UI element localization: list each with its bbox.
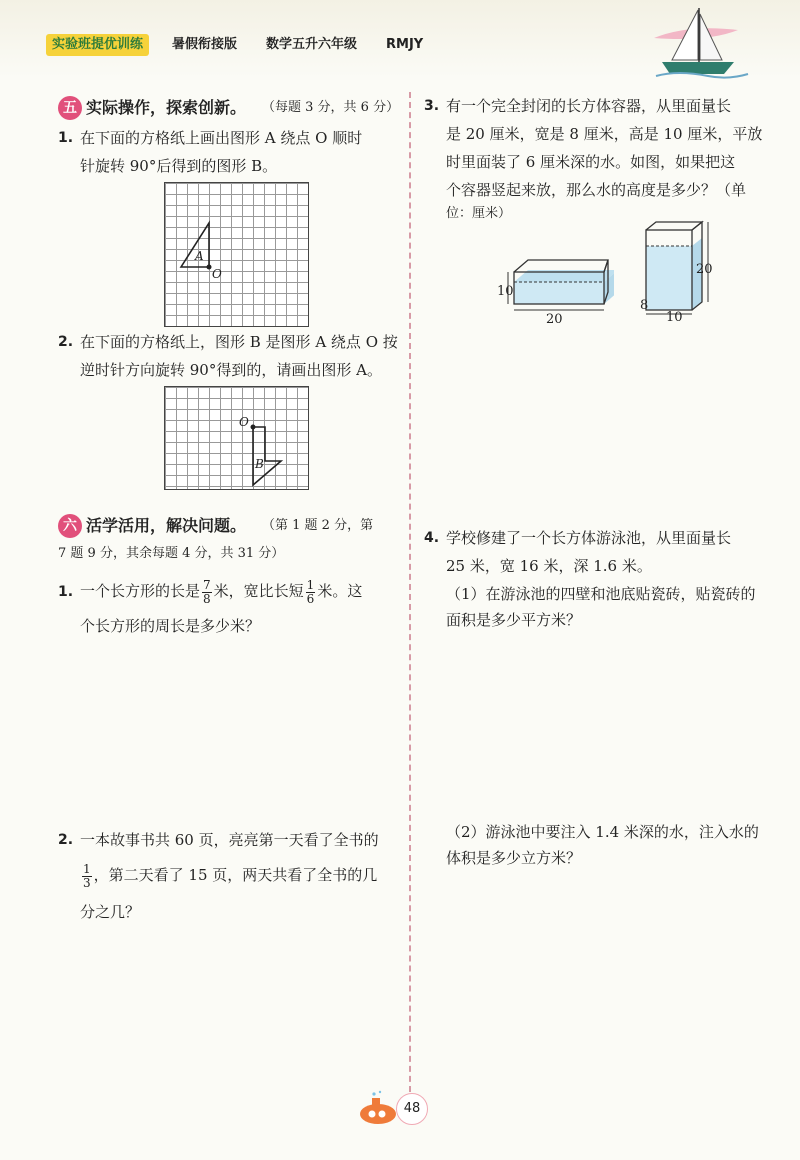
label-O: O xyxy=(239,415,249,429)
shape-B-figure xyxy=(165,387,308,489)
question-text-line: 逆时针方向旋转 90°得到的，请画出图形 A。 xyxy=(80,361,382,379)
text-segment: ，第二天看了 15 页，两天共看了全书的几 xyxy=(93,866,378,884)
question-text-line: 针旋转 90°后得到的图形 B。 xyxy=(80,157,278,175)
water-fill xyxy=(514,282,604,304)
section-badge-6: 六 xyxy=(58,514,82,538)
section-title-5: 实际操作，探索创新。 xyxy=(86,98,247,117)
question-text-line: 有一个完全封闭的长方体容器，从里面量长 xyxy=(446,97,732,115)
question-text-line: 25 米，宽 16 米，深 1.6 米。 xyxy=(446,557,652,575)
box2-width-label: 8 xyxy=(640,298,649,313)
question-text-line: 时里面装了 6 厘米深的水。如图，如果把这 xyxy=(446,153,736,171)
fraction-7-8: $\frac{7}{8}$ xyxy=(203,577,211,606)
question-number: 4. xyxy=(424,530,440,546)
subject-label: 数学五升六年级 xyxy=(266,37,358,52)
text-segment: 一个长方形的长是 xyxy=(80,582,201,600)
section-badge-5: 五 xyxy=(58,96,82,120)
question-text-line xyxy=(80,858,377,892)
box2-height-label: 20 xyxy=(696,262,713,277)
question-text-line: 位：厘米） xyxy=(446,206,512,221)
book-code: RMJY xyxy=(386,37,424,52)
question-text-line: 一本故事书共 60 页，亮亮第一天看了全书的 xyxy=(80,831,379,849)
section-note-5: （每题 3 分，共 6 分） xyxy=(262,100,400,115)
question-text-line: 个长方形的周长是多少米？ xyxy=(80,617,261,635)
label-B: B xyxy=(255,457,264,471)
box1-height-label: 10 xyxy=(497,284,514,299)
question-text-line: 分之几？ xyxy=(80,903,141,921)
grid-paper-1[interactable] xyxy=(164,182,309,327)
sub-question-text: （2）游泳池中要注入 1.4 米深的水，注入水的 xyxy=(446,823,759,841)
box1-length-label: 20 xyxy=(546,312,563,327)
question-text-line: 个容器竖起来放，那么水的高度是多少？（单 xyxy=(446,181,747,199)
edition-label: 暑假衔接版 xyxy=(172,37,238,52)
sail-icon-right xyxy=(700,14,722,60)
text-segment: 米，宽比长短 xyxy=(213,582,304,600)
box2-length-label: 10 xyxy=(666,310,683,325)
text-segment: 米。这 xyxy=(317,582,363,600)
question-text-line: 学校修建了一个长方体游泳池，从里面量长 xyxy=(446,529,732,547)
question-number: 1. xyxy=(58,130,74,146)
sub-question-text: 面积是多少平方米？ xyxy=(446,611,582,629)
brand-label: 实验班提优训练 xyxy=(46,34,149,56)
question-text-line: 在下面的方格纸上画出图形 A 绕点 O 顺时 xyxy=(80,129,363,147)
section-note-6-cont: 7 题 9 分，其余每题 4 分，共 31 分） xyxy=(58,546,285,561)
sub-question-text: （1）在游泳池的四壁和池底贴瓷砖，贴瓷砖的 xyxy=(446,585,756,603)
page-number: 48 xyxy=(396,1093,428,1125)
question-number: 1. xyxy=(58,584,74,600)
shape-A-triangle xyxy=(165,183,308,326)
label-O: O xyxy=(212,267,222,281)
label-A: A xyxy=(195,249,204,263)
fraction-1-6: $\frac{1}{6}$ xyxy=(306,577,315,606)
hull-icon xyxy=(662,62,734,74)
section-title-6: 活学活用，解决问题。 xyxy=(86,516,247,535)
question-number: 3. xyxy=(424,98,440,114)
water-fill xyxy=(646,246,692,310)
question-number: 2. xyxy=(58,334,74,350)
question-number: 2. xyxy=(58,832,74,848)
question-text-line xyxy=(80,574,362,608)
grid-paper-2[interactable] xyxy=(164,386,309,490)
sailboat-illustration xyxy=(648,4,760,80)
sub-question-text: 体积是多少立方米？ xyxy=(446,849,582,867)
section-note-6: （第 1 题 2 分，第 xyxy=(262,518,374,533)
question-text-line: 是 20 厘米，宽是 8 厘米，高是 10 厘米，平放 xyxy=(446,125,763,143)
question-text-line: 在下面的方格纸上，图形 B 是图形 A 绕点 O 按 xyxy=(80,333,398,351)
fraction-1-3: $\frac{1}{3}$ xyxy=(83,861,91,890)
column-divider xyxy=(409,92,411,1102)
